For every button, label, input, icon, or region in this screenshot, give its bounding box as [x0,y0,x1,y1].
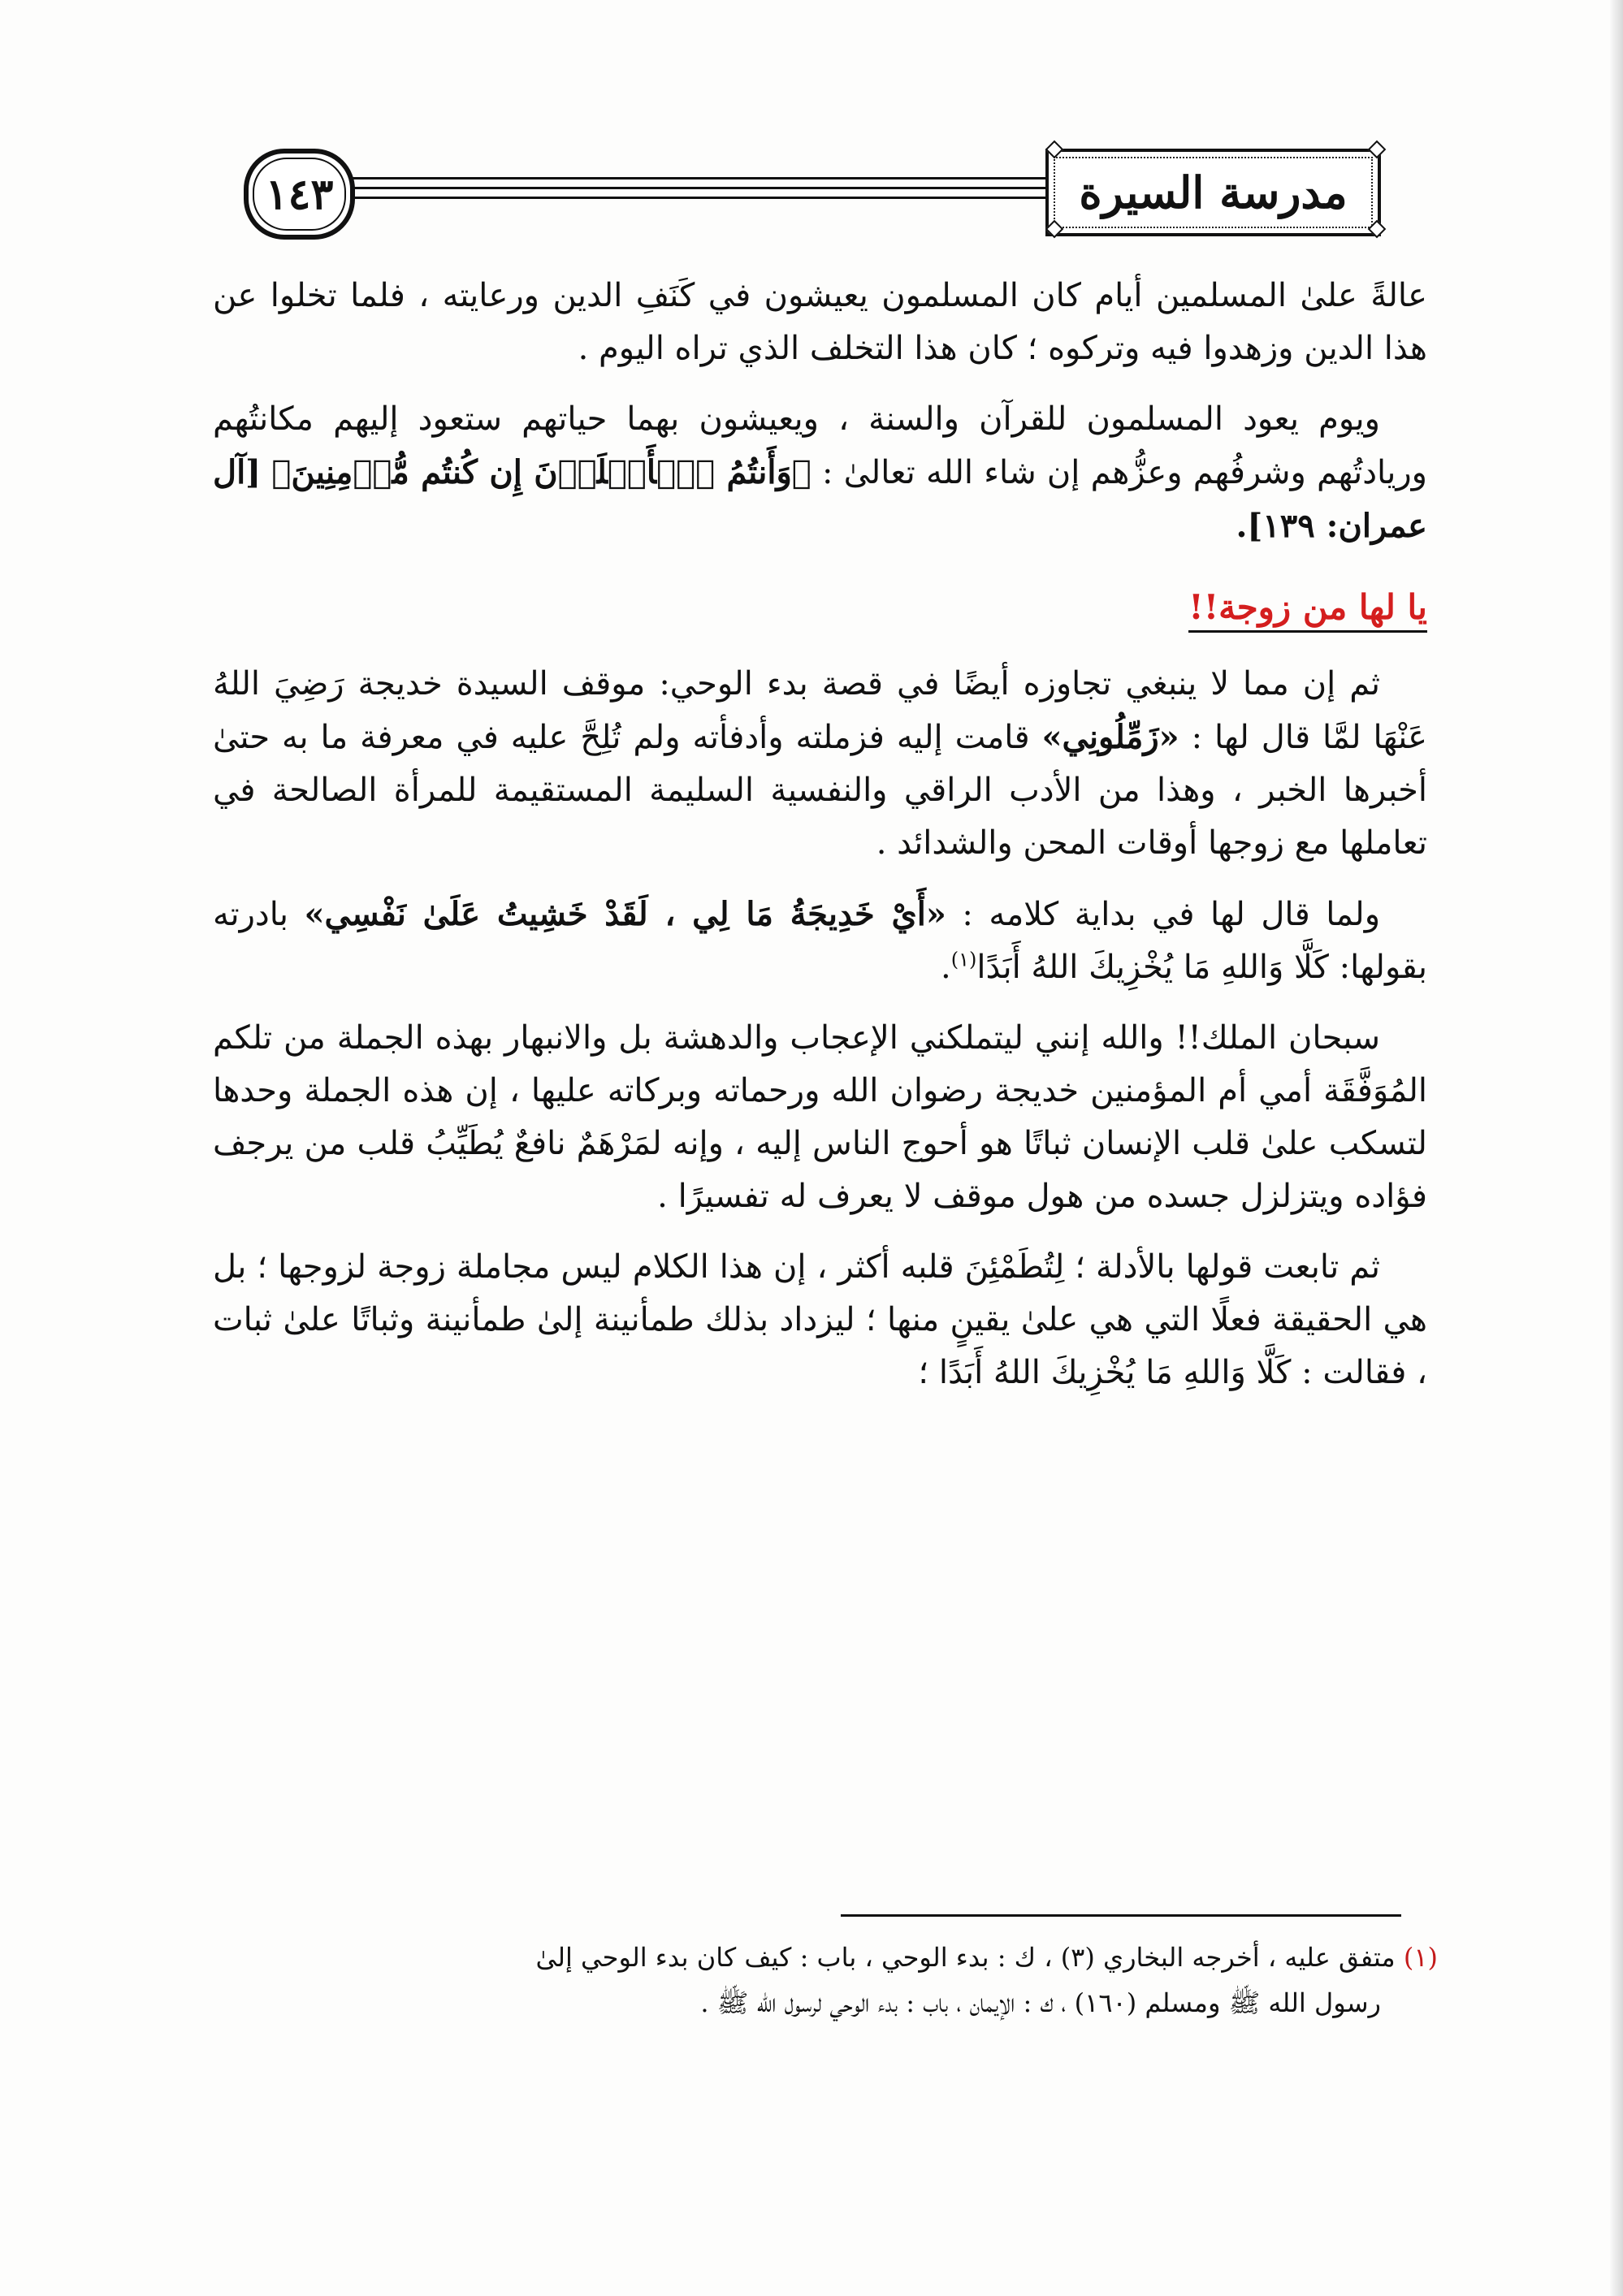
page-binding-shadow [1610,0,1623,2296]
footnotes [236,1935,1438,2026]
body-text [213,244,1427,1399]
footnote-continuation: رسول الله ﷺ ومسلم (١٦٠) ، ك : الإيمان ، باب : بدء الوحي لرسول الله ﷺ . [700,1987,1381,2018]
hadith-quote: «أَيْ خَدِيجَةُ مَا لِي ، لَقَدْ خَشِيتُ عَلَىٰ نَفْسِي» [304,895,946,933]
quran-verse: ﴿وَأَنتُمُ ٱلۡأَعۡلَوۡنَ إِن كُنتُم مُّؤۡمِنِينَ﴾ [271,453,812,491]
footnote-marker[interactable]: (١) [950,948,977,971]
paragraph: عالةً علىٰ المسلمين أيام كان المسلمون يعيشون في كَنَفِ الدين ورعايته ، فلما تخلوا عن هذا الدين وزهدوا فيه وتركوه ؛ كان هذا التخلف الذي تراه اليوم . [213,277,1427,367]
hadith-quote: «زَمِّلُونِي» [1041,718,1179,756]
paragraph: سبحان الملك!! والله إنني ليتملكني الإعجاب والدهشة بل والانبهار بهذه الجملة من تلكم المُوَفَّقَة أمي أم المؤمنين خديجة رضوان الله ورحماته وبركاته عليها ، إن هذه الجملة وحدها لتسكب علىٰ قلب الإنسان ثباتًا هو أحوج الناس إليه ، وإنه لمَرْهَمٌ نافعٌ يُطَيِّبُ قلب من يرجف فؤاده ويتزلزل جسده من هول موقف لا يعرف له تفسيرًا . [213,1019,1427,1215]
verse-reference: [آل عمران: ١٣٩]. [213,453,1427,545]
paragraph: ثم تابعت قولها بالأدلة ؛ لِتُطَمْئِنَ قلبه أكثر ، إن هذا الكلام ليس مجاملة زوجة لزوجها ؛ بل هي الحقيقة فعلًا التي هي علىٰ يقينٍ منها ؛ ليزداد بذلك طمأنينة إلىٰ طمأنينة وثباتًا علىٰ ثبات ، فقالت : كَلَّا وَاللهِ مَا يُخْزِيكَ اللهُ أَبَدًا ؛ [213,1248,1427,1391]
header-rule-top [345,177,1052,179]
page-header [244,145,1381,234]
footnote-number: (١) [1403,1942,1438,1973]
paragraph: ثم إن مما لا ينبغي تجاوزه أيضًا في قصة بدء الوحي: موقف السيدة خديجة رَضِيَ اللهُ عَنْهَا لمَّا قال لها : «زَمِّلُونِي» قامت إليه فزملته وأدفأته ولم تُلِحَّ عليه في معرفة ما به حتىٰ أخبرها الخبر ، وهذا من الأدب الراقي والنفسية السليمة المستقيمة للمرأة الصالحة في تعاملها مع زوجها أوقات المحن والشدائد . [213,665,1428,862]
page-number: ١٤٣ [244,149,355,240]
footnote-separator [841,1914,1401,1917]
section-heading: يا لها من زوجة!! [213,581,1427,633]
paragraph: ويوم يعود المسلمون للقرآن والسنة ، ويعيشون بهما حياتهم ستعود إليهم مكانتُهم وريادتُهم وشرفُهم وعزُّهم إن شاء الله تعالىٰ : ﴿وَأَنتُمُ ٱلۡأَعۡلَوۡنَ إِن كُنتُم مُّؤۡمِنِينَ﴾ [آل عمران: ١٣٩]. [213,400,1428,545]
book-title: مدرسة السيرة [1045,149,1381,236]
header-rule-bottom [345,197,1052,199]
paragraph: ولما قال لها في بداية كلامه : «أَيْ خَدِيجَةُ مَا لِي ، لَقَدْ خَشِيتُ عَلَىٰ نَفْسِي» بادرته بقولها: كَلَّا وَاللهِ مَا يُخْزِيكَ اللهُ أَبَدًا$^{(١)}$. [213,895,1427,986]
footnote: (١) متفق عليه ، أخرجه البخاري (٣) ، ك : بدء الوحي ، باب : كيف كان بدء الوحي إلىٰ [535,1942,1438,1973]
header-rule-middle [345,187,1052,189]
